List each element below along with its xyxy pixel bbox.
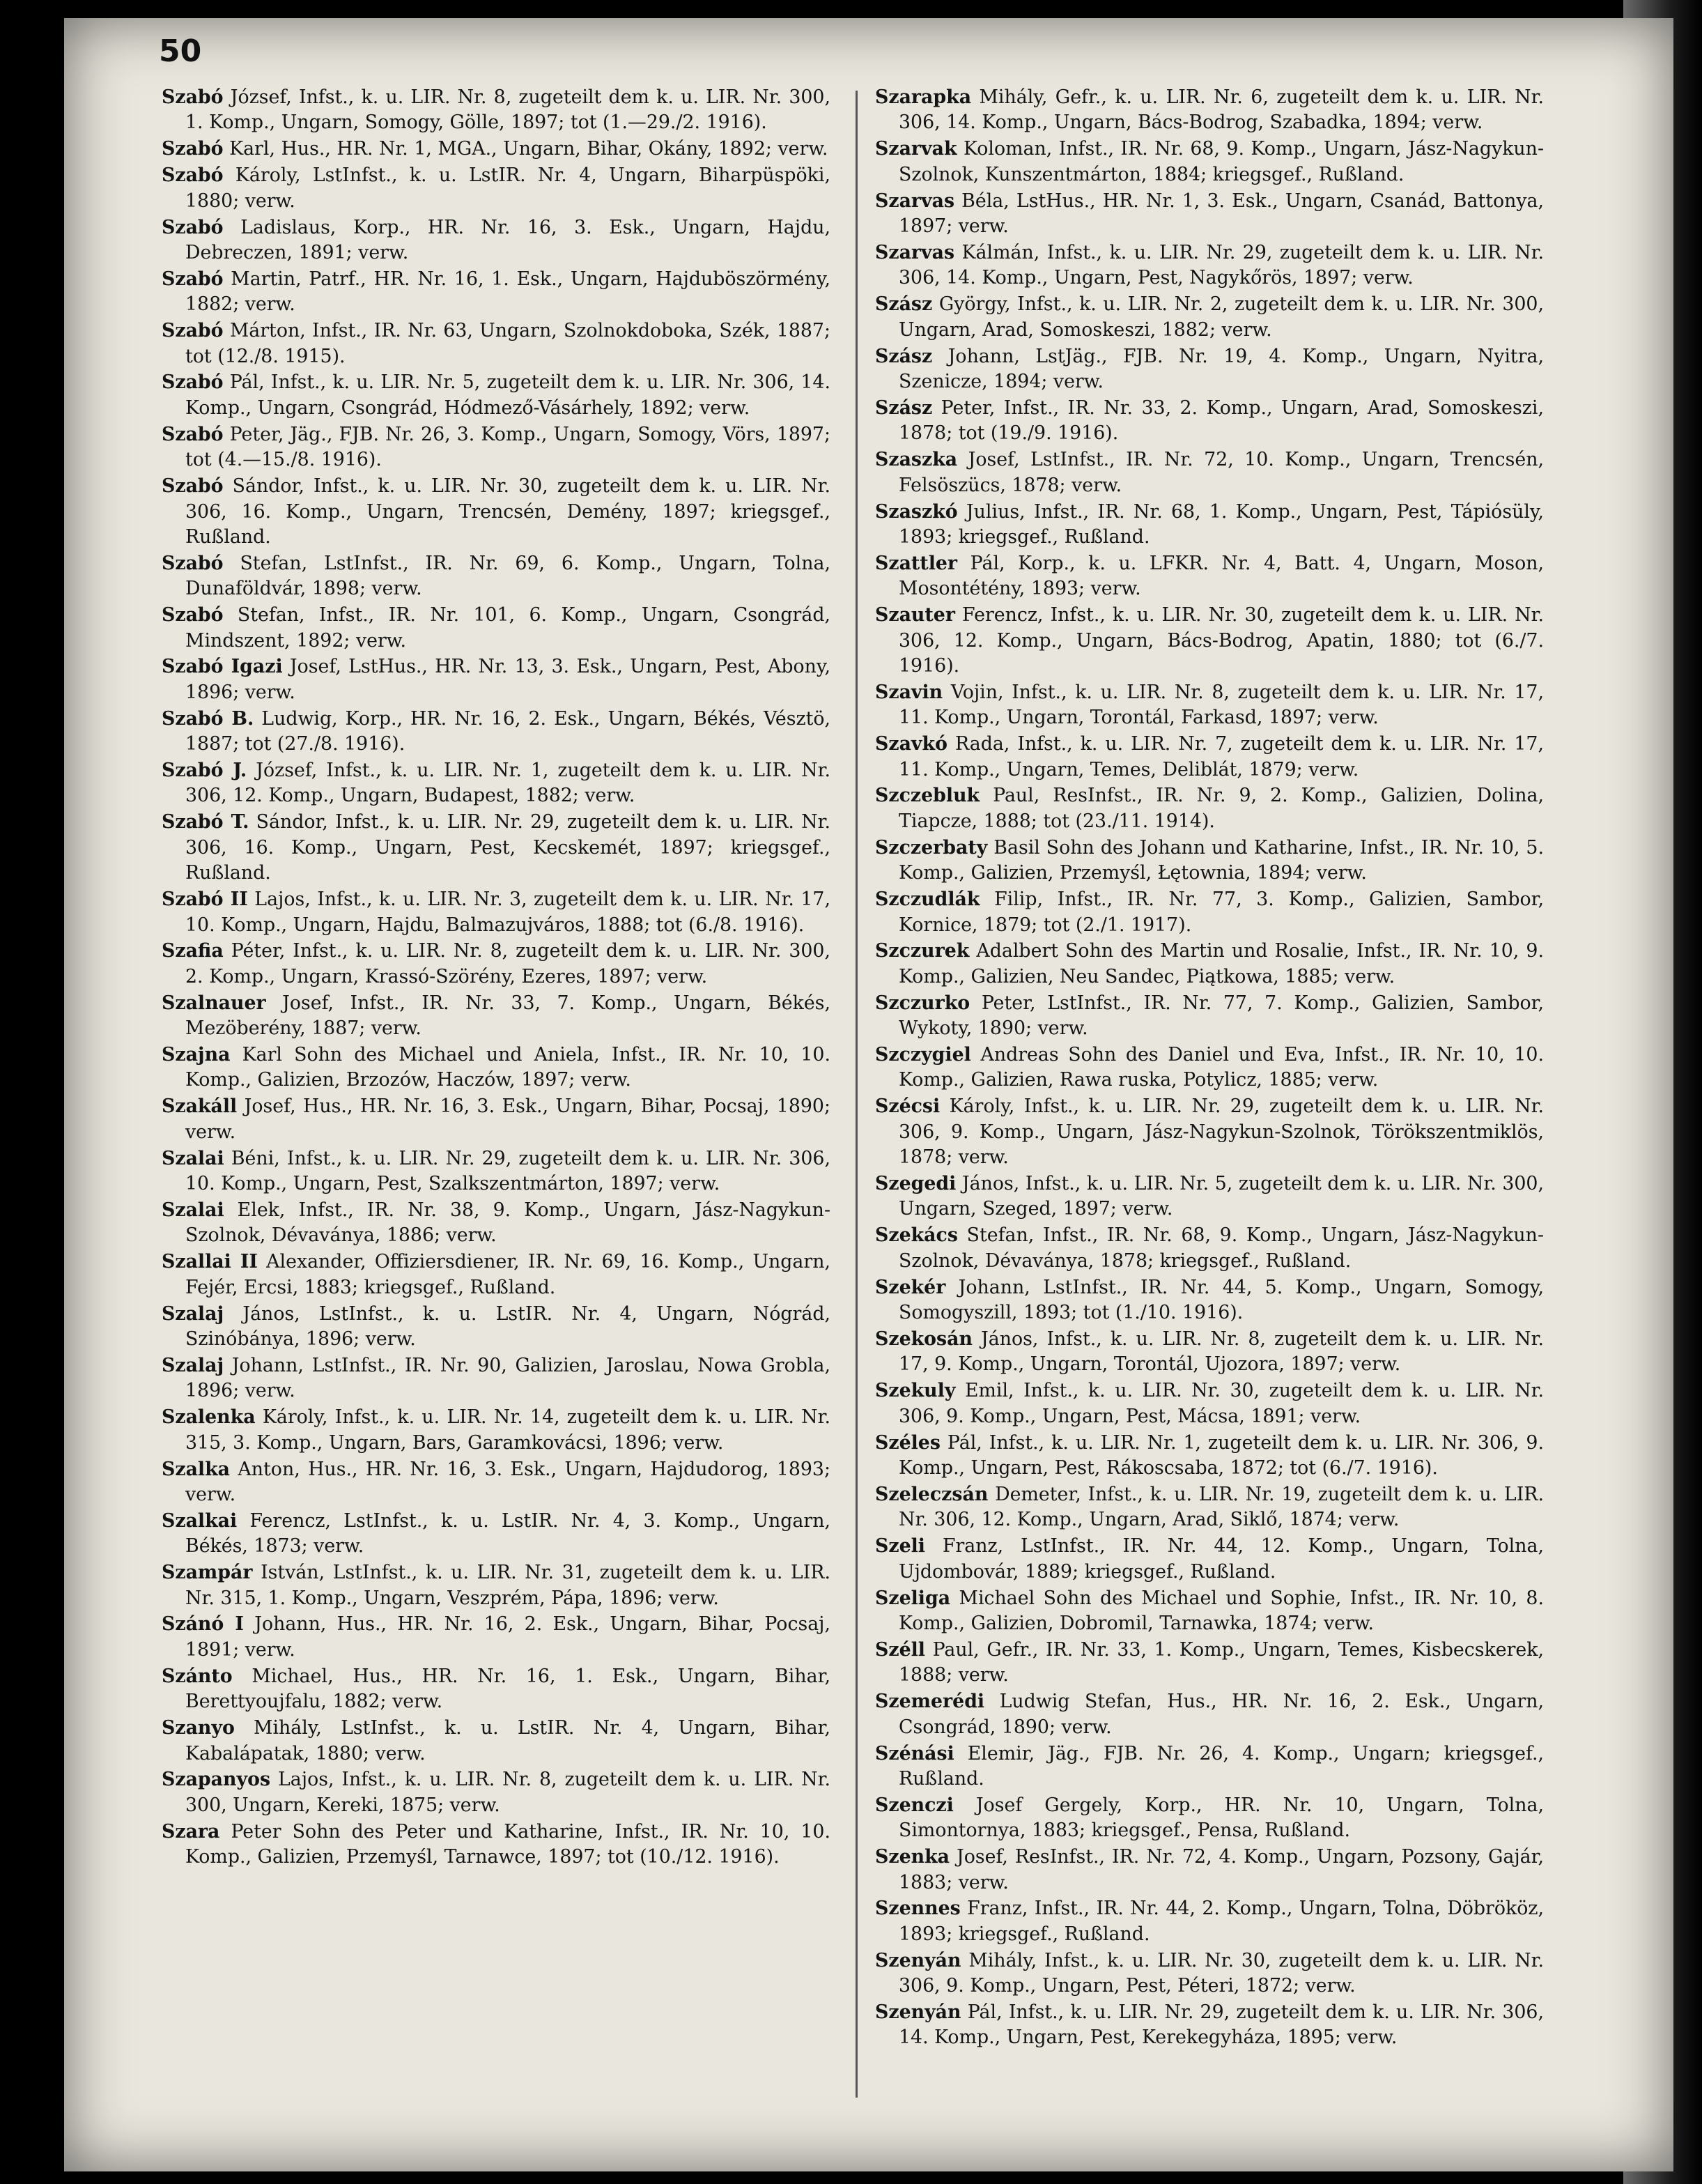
entry-surname: Szczurek [875,940,970,962]
entry-details: Peter Sohn des Peter und Katharine, Infst., IR. Nr. 10, 10. Komp., Galizien, Przemyśl, Tarnawce, 1897; tot (10./12. 1916). [185,1820,830,1868]
entry-surname: Szabó [162,604,224,626]
list-entry [162,1820,830,1870]
entry-surname: Szemerédi [875,1691,985,1713]
entry-details: Sándor, Infst., k. u. LIR. Nr. 29, zugeteilt dem k. u. LIR. Nr. 306, 16. Komp., Ungarn, Pest, Kecskemét, 1897; kriegsgef., Rußland. [185,811,831,884]
entry-details: Josef, Hus., HR. Nr. 16, 3. Esk., Ungarn, Bihar, Pocsaj, 1890; verw. [185,1095,830,1143]
entry-surname: Szalenka [162,1406,256,1429]
entry-surname: Szarvas [875,241,955,263]
list-entry [162,1249,830,1300]
entry-surname: Szampár [162,1562,253,1584]
list-entry [162,1457,830,1508]
list-entry [162,603,830,654]
entry-details: Elek, Infst., IR. Nr. 38, 9. Komp., Ungarn, Jász-Nagykun-Szolnok, Dévaványa, 1886; verw. [185,1199,830,1247]
entry-details: Lajos, Infst., k. u. LIR. Nr. 3, zugeteilt dem k. u. LIR. Nr. 17, 10. Komp., Ungarn, Hajdu, Balmazujváros, 1888; tot (6./8. 1916). [185,889,830,936]
right-column [875,85,1544,2052]
list-entry [162,215,830,266]
list-entry [162,1560,830,1611]
entry-details: Mihály, LstInfst., k. u. LstIR. Nr. 4, Ungarn, Bihar, Kabalápatak, 1880; verw. [185,1717,830,1764]
list-entry [162,318,830,369]
entry-surname: Szalai [162,1199,224,1221]
list-entry [875,1741,1544,1792]
list-entry [162,1612,830,1663]
entry-details: Béla, LstHus., HR. Nr. 1, 3. Esk., Ungarn, Csanád, Battonya, 1897; verw. [899,190,1544,238]
entry-surname: Szalaj [162,1354,224,1376]
entry-details: István, LstInfst., k. u. LIR. Nr. 31, zugeteilt dem k. u. LIR. Nr. 315, 1. Komp., Ungarn, Veszprém, Pápa, 1896; verw. [185,1562,830,1609]
list-entry [162,654,830,705]
entry-details: Demeter, Infst., k. u. LIR. Nr. 19, zugeteilt dem k. u. LIR. Nr. 306, 12. Komp., Ungarn, Arad, Siklő, 1874; verw. [899,1483,1544,1531]
entry-details: Pál, Korp., k. u. LFKR. Nr. 4, Batt. 4, Ungarn, Moson, Mosontétény, 1893; verw. [899,552,1544,600]
list-entry [875,1431,1544,1482]
entry-surname: Szabó [162,216,224,238]
entry-details: Károly, Infst., k. u. LIR. Nr. 14, zugeteilt dem k. u. LIR. Nr. 315, 3. Komp., Ungarn, Bars, Garamkovácsi, 1896; verw. [185,1406,830,1454]
entry-details: Károly, Infst., k. u. LIR. Nr. 29, zugeteilt dem k. u. LIR. Nr. 306, 9. Komp., Ungarn, Jász-Nagykun-Szolnok, Törökszentmiklös, 1878; verw. [899,1095,1544,1169]
entry-details: Ladislaus, Korp., HR. Nr. 16, 3. Esk., Ungarn, Hajdu, Debreczen, 1891; verw. [185,216,830,263]
entry-details: Stefan, LstInfst., IR. Nr. 69, 6. Komp., Ungarn, Tolna, Dunaföldvár, 1898; verw. [185,552,830,600]
entry-surname: Szarvak [875,138,957,160]
entry-details: Péter, Infst., k. u. LIR. Nr. 8, zugeteilt dem k. u. LIR. Nr. 300, 2. Komp., Ungarn, Krassó-Szörény, Ezeres, 1897; verw. [185,940,830,987]
list-entry [162,758,830,809]
list-entry [875,1948,1544,1999]
entry-details: Stefan, Infst., IR. Nr. 68, 9. Komp., Ungarn, Jász-Nagykun-Szolnok, Dévaványa, 1878; kriegsgef., Rußland. [899,1224,1544,1272]
entry-surname: Szász [875,397,933,419]
entry-surname: Szallai II [162,1251,258,1273]
list-entry [875,603,1544,679]
entry-surname: Szenka [875,1846,950,1868]
list-entry [162,1353,830,1404]
list-entry [875,551,1544,602]
entry-details: György, Infst., k. u. LIR. Nr. 2, zugeteilt dem k. u. LIR. Nr. 300, Ungarn, Arad, Somoskeszi, 1882; verw. [899,293,1544,341]
list-entry [162,1716,830,1767]
entry-surname: Szaszka [875,449,958,471]
entry-details: Josef Gergely, Korp., HR. Nr. 10, Ungarn, Tolna, Simontornya, 1883; kriegsgef., Pensa, Rußland. [899,1794,1544,1842]
list-entry [875,189,1544,240]
list-entry [875,1171,1544,1222]
entry-details: Paul, ResInfst., IR. Nr. 9, 2. Komp., Galizien, Dolina, Tiapcze, 1888; tot (23./11. 1914). [899,785,1544,832]
list-entry [162,163,830,214]
entry-surname: Szalai [162,1147,224,1169]
list-entry [875,85,1544,136]
entry-details: Johann, LstJäg., FJB. Nr. 19, 4. Komp., Ungarn, Nyitra, Szenicze, 1894; verw. [899,345,1544,392]
list-entry [875,240,1544,291]
list-entry [875,732,1544,783]
entry-surname: Szabó T. [162,811,249,833]
entry-details: Julius, Infst., IR. Nr. 68, 1. Komp., Ungarn, Pest, Tápiósüly, 1893; kriegsgef., Rußland. [899,500,1544,548]
list-entry [875,887,1544,938]
entry-surname: Szalkai [162,1509,238,1532]
entry-details: Peter, LstInfst., IR. Nr. 77, 7. Komp., Galizien, Sambor, Wykoty, 1890; verw. [899,992,1544,1040]
entry-details: József, Infst., k. u. LIR. Nr. 1, zugeteilt dem k. u. LIR. Nr. 306, 12. Komp., Ungarn, Budapest, 1882; verw. [185,760,830,807]
entry-details: Michael, Hus., HR. Nr. 16, 1. Esk., Ungarn, Bihar, Berettyoujfalu, 1882; verw. [185,1665,830,1713]
entry-surname: Szafia [162,940,224,962]
entry-surname: Szeli [875,1535,925,1558]
entry-surname: Szenyán [875,2001,961,2024]
list-entry [875,939,1544,990]
entry-details: Stefan, Infst., IR. Nr. 101, 6. Komp., Ungarn, Csongrád, Mindszent, 1892; verw. [185,604,830,652]
entry-details: Rada, Infst., k. u. LIR. Nr. 7, zugeteilt dem k. u. LIR. Nr. 17, 11. Komp., Ungarn, Temes, Deliblát, 1879; verw. [899,733,1544,780]
list-entry [875,500,1544,551]
entry-details: Kálmán, Infst., k. u. LIR. Nr. 29, zugeteilt dem k. u. LIR. Nr. 306, 14. Komp., Ungarn, Pest, Nagykőrös, 1897; verw. [899,241,1544,289]
list-entry [162,1094,830,1145]
list-entry [162,810,830,886]
list-entry [875,1275,1544,1326]
entry-details: Márton, Infst., IR. Nr. 63, Ungarn, Szolnokdoboka, Szék, 1887; tot (12./8. 1915). [185,320,830,367]
entry-surname: Szánó I [162,1613,244,1636]
list-entry [875,1378,1544,1429]
entry-surname: Szekosán [875,1328,973,1350]
entry-details: Károly, LstInfst., k. u. LstIR. Nr. 4, Ungarn, Biharpüspöki, 1880; verw. [185,164,830,212]
entry-surname: Szczurko [875,992,970,1014]
list-entry [875,836,1544,886]
entry-details: Emil, Infst., k. u. LIR. Nr. 30, zugeteilt dem k. u. LIR. Nr. 306, 9. Komp., Ungarn, Pest, Mácsa, 1891; verw. [899,1380,1544,1427]
list-entry [162,887,830,938]
list-entry [875,1896,1544,1947]
entry-details: Anton, Hus., HR. Nr. 16, 3. Esk., Ungarn, Hajdudorog, 1893; verw. [185,1458,830,1505]
entry-surname: Szécsi [875,1095,941,1118]
entry-surname: Szeliga [875,1587,951,1609]
entry-details: Franz, Infst., IR. Nr. 44, 2. Komp., Ungarn, Tolna, Döbrököz, 1893; kriegsgef., Rußland. [899,1898,1544,1945]
list-entry [875,1327,1544,1378]
list-entry [162,1664,830,1715]
entry-details: Franz, LstInfst., IR. Nr. 44, 12. Komp., Ungarn, Tolna, Ujdombovár, 1889; kriegsgef., Rußland. [899,1535,1544,1583]
entry-details: Adalbert Sohn des Martin und Rosalie, Infst., IR. Nr. 10, 9. Komp., Galizien, Neu Sandec, Piątkowa, 1885; verw. [899,940,1544,987]
entry-surname: Szenczi [875,1794,954,1816]
entry-surname: Szanyo [162,1717,235,1739]
list-entry [875,1223,1544,1274]
entry-surname: Szalnauer [162,992,266,1014]
list-entry [162,1302,830,1353]
list-entry [875,783,1544,834]
column-divider [856,91,858,2098]
list-entry [162,422,830,473]
list-entry [875,1845,1544,1895]
list-entry [875,1689,1544,1740]
entry-details: Andreas Sohn des Daniel und Eva, Infst., IR. Nr. 10, 10. Komp., Galizien, Rawa ruska, Potylicz, 1885; verw. [899,1044,1544,1091]
entry-surname: Szabó [162,423,224,445]
entry-details: János, LstInfst., k. u. LstIR. Nr. 4, Ungarn, Nógrád, Szinóbánya, 1896; verw. [185,1302,830,1350]
entry-details: Alexander, Offiziersdiener, IR. Nr. 69, 16. Komp., Ungarn, Fejér, Ercsi, 1883; kriegsgef., Rußland. [185,1251,830,1298]
entry-surname: Szakáll [162,1095,238,1118]
entry-surname: Széll [875,1638,925,1661]
entry-details: Pál, Infst., k. u. LIR. Nr. 5, zugeteilt dem k. u. LIR. Nr. 306, 14. Komp., Ungarn, Csongrád, Hódmező-Vásárhely, 1892; verw. [185,371,830,419]
entry-details: Karl Sohn des Michael und Aniela, Infst., IR. Nr. 10, 10. Komp., Galizien, Brzozów, Haczów, 1897; verw. [185,1044,830,1091]
entry-surname: Szczygiel [875,1044,971,1066]
entry-details: Sándor, Infst., k. u. LIR. Nr. 30, zugeteilt dem k. u. LIR. Nr. 306, 16. Komp., Ungarn, Trencsén, Demény, 1897; kriegsgef., Rußland. [185,475,830,548]
entry-surname: Szavkó [875,733,947,755]
list-entry [875,1534,1544,1585]
entry-details: Elemir, Jäg., FJB. Nr. 26, 4. Komp., Ungarn; kriegsgef., Rußland. [899,1742,1544,1790]
list-entry [162,1509,830,1560]
entry-surname: Szegedi [875,1173,957,1195]
entry-surname: Szabó [162,138,224,160]
entry-details: Johann, LstInfst., IR. Nr. 44, 5. Komp., Ungarn, Somogy, Somogyszill, 1893; tot (1./10. 1916). [899,1276,1544,1324]
entry-details: Johann, Hus., HR. Nr. 16, 2. Esk., Ungarn, Bihar, Pocsaj, 1891; verw. [185,1613,831,1661]
entry-surname: Szabó II [162,889,248,911]
list-entry [875,680,1544,731]
entry-details: Michael Sohn des Michael und Sophie, Infst., IR. Nr. 10, 8. Komp., Galizien, Dobromil, Tarnawka, 1874; verw. [899,1587,1544,1634]
entry-details: Josef, Infst., IR. Nr. 33, 7. Komp., Ungarn, Békés, Mezöberény, 1887; verw. [185,992,830,1040]
entry-details: Basil Sohn des Johann und Katharine, Infst., IR. Nr. 10, 5. Komp., Galizien, Przemyśl, Łętownia, 1894; verw. [899,836,1544,884]
entry-details: Josef, LstHus., HR. Nr. 13, 3. Esk., Ungarn, Pest, Abony, 1896; verw. [185,656,830,703]
entry-details: Mihály, Infst., k. u. LIR. Nr. 30, zugeteilt dem k. u. LIR. Nr. 306, 9. Komp., Ungarn, Pest, Péteri, 1872; verw. [899,1949,1544,1997]
entry-surname: Szennes [875,1898,961,1920]
entry-surname: Szara [162,1820,220,1843]
entry-details: Mihály, Gefr., k. u. LIR. Nr. 6, zugeteilt dem k. u. LIR. Nr. 306, 14. Komp., Ungarn, Bács-Bodrog, Szabadka, 1894; verw. [899,86,1544,134]
list-entry [875,447,1544,498]
entry-surname: Szenyán [875,1949,961,1971]
entry-surname: Szekér [875,1276,946,1298]
entry-details: Josef, LstInfst., IR. Nr. 72, 10. Komp., Ungarn, Trencsén, Felsöszücs, 1878; verw. [899,449,1544,496]
list-entry [875,1094,1544,1170]
entry-details: Koloman, Infst., IR. Nr. 68, 9. Komp., Ungarn, Jász-Nagykun-Szolnok, Kunszentmárton, 1884; kriegsgef., Rußland. [899,138,1544,185]
entry-details: Pál, Infst., k. u. LIR. Nr. 1, zugeteilt dem k. u. LIR. Nr. 306, 9. Komp., Ungarn, Pest, Rákoscsaba, 1872; tot (6./7. 1916). [899,1431,1544,1479]
entry-details: Ludwig, Korp., HR. Nr. 16, 2. Esk., Ungarn, Békés, Vésztö, 1887; tot (27./8. 1916). [185,707,830,755]
entry-surname: Szabó B. [162,707,254,730]
entry-surname: Szczudlák [875,889,980,911]
entry-details: Ferencz, LstInfst., k. u. LstIR. Nr. 4, 3. Komp., Ungarn, Békés, 1873; verw. [185,1509,830,1558]
entry-surname: Széles [875,1431,941,1454]
list-entry [162,370,830,421]
entry-surname: Szabó [162,475,224,498]
entry-surname: Szarapka [875,86,972,108]
entry-details: Paul, Gefr., IR. Nr. 33, 1. Komp., Ungarn, Temes, Kisbecskerek, 1888; verw. [899,1638,1544,1686]
entry-surname: Szabó J. [162,760,247,782]
left-column [162,85,830,1871]
list-entry [162,267,830,318]
entry-surname: Szajna [162,1044,231,1066]
entry-surname: Szczebluk [875,785,980,807]
entry-details: Josef, ResInfst., IR. Nr. 72, 4. Komp., Ungarn, Pozsony, Gajár, 1883; verw. [899,1846,1544,1893]
entry-details: János, Infst., k. u. LIR. Nr. 5, zugeteilt dem k. u. LIR. Nr. 300, Ungarn, Szeged, 1897; verw. [899,1173,1544,1220]
entry-details: Ludwig Stefan, Hus., HR. Nr. 16, 2. Esk., Ungarn, Csongrád, 1890; verw. [899,1691,1544,1738]
entry-surname: Szauter [875,604,955,626]
entry-surname: Szabó [162,320,224,342]
list-entry [875,344,1544,395]
entry-details: Johann, LstInfst., IR. Nr. 90, Galizien, Jaroslau, Nowa Grobla, 1896; verw. [185,1354,830,1402]
entry-details: Pál, Infst., k. u. LIR. Nr. 29, zugeteilt dem k. u. LIR. Nr. 306, 14. Komp., Ungarn, Pest, Kerekegyháza, 1895; verw. [899,2001,1544,2049]
list-entry [162,939,830,990]
entry-surname: Szalaj [162,1302,224,1325]
list-entry [875,137,1544,187]
list-entry [162,707,830,758]
list-entry [875,1586,1544,1637]
list-entry [875,2000,1544,2051]
entry-surname: Szabó [162,86,224,108]
entry-surname: Szánto [162,1665,233,1687]
entry-details: Peter, Infst., IR. Nr. 33, 2. Komp., Ungarn, Arad, Somoskeszi, 1878; tot (19./9. 1916). [899,397,1544,445]
page-number: 50 [159,33,202,69]
list-entry [162,137,830,162]
entry-details: Béni, Infst., k. u. LIR. Nr. 29, zugeteilt dem k. u. LIR. Nr. 306, 10. Komp., Ungarn, Pest, Szalkszentmárton, 1897; verw. [185,1147,830,1195]
entry-surname: Szabó [162,268,224,290]
entry-surname: Szabó [162,164,224,187]
entry-details: Peter, Jäg., FJB. Nr. 26, 3. Komp., Ungarn, Somogy, Vörs, 1897; tot (4.—15./8. 1916). [185,423,830,471]
entry-surname: Szabó [162,371,224,394]
entry-details: Ferencz, Infst., k. u. LIR. Nr. 30, zugeteilt dem k. u. LIR. Nr. 306, 12. Komp., Ungarn, Bács-Bodrog, Apatin, 1880; tot (6./7. 1916). [899,604,1544,677]
entry-surname: Szekács [875,1224,958,1247]
entry-details: József, Infst., k. u. LIR. Nr. 8, zugeteilt dem k. u. LIR. Nr. 300, 1. Komp., Ungarn, Somogy, Gölle, 1897; tot (1.—29./2. 1916). [185,86,830,134]
list-entry [875,1482,1544,1533]
entry-details: János, Infst., k. u. LIR. Nr. 8, zugeteilt dem k. u. LIR. Nr. 17, 9. Komp., Ungarn, Torontál, Ujozora, 1897; verw. [899,1328,1544,1376]
entry-details: Karl, Hus., HR. Nr. 1, MGA., Ungarn, Bihar, Okány, 1892; verw. [223,138,828,160]
list-entry [162,1146,830,1197]
entry-surname: Szekuly [875,1380,956,1402]
list-entry [162,1767,830,1818]
list-entry [875,396,1544,447]
entry-details: Lajos, Infst., k. u. LIR. Nr. 8, zugeteilt dem k. u. LIR. Nr. 300, Ungarn, Kereki, 1875; verw. [185,1769,830,1816]
entry-surname: Szász [875,345,933,367]
list-entry [162,551,830,602]
list-entry [162,1198,830,1249]
entry-surname: Szeleczsán [875,1483,989,1505]
entry-surname: Szabó Igazi [162,656,283,678]
list-entry [162,1043,830,1093]
list-entry [162,474,830,550]
list-entry [875,1793,1544,1844]
entry-details: Vojin, Infst., k. u. LIR. Nr. 8, zugeteilt dem k. u. LIR. Nr. 17, 11. Komp., Ungarn, Torontál, Farkasd, 1897; verw. [899,681,1544,729]
list-entry [162,991,830,1042]
list-entry [875,1638,1544,1689]
entry-details: Filip, Infst., IR. Nr. 77, 3. Komp., Galizien, Sambor, Kornice, 1879; tot (2./1. 1917). [899,889,1544,936]
list-entry [162,85,830,136]
entry-surname: Szavin [875,681,943,703]
entry-surname: Szapanyos [162,1769,271,1791]
entry-surname: Szabó [162,552,224,574]
entry-surname: Szász [875,293,933,316]
entry-surname: Szénási [875,1742,954,1764]
entry-surname: Szarvas [875,190,955,212]
list-entry [162,1405,830,1456]
entry-surname: Szaszkó [875,500,958,523]
list-entry [875,292,1544,343]
entry-surname: Szattler [875,552,958,574]
entry-surname: Szalka [162,1458,231,1480]
entry-surname: Szczerbaty [875,836,988,859]
list-entry [875,991,1544,1042]
entry-details: Martin, Patrf., HR. Nr. 16, 1. Esk., Ungarn, Hajduböszörmény, 1882; verw. [185,268,830,316]
list-entry [875,1043,1544,1093]
